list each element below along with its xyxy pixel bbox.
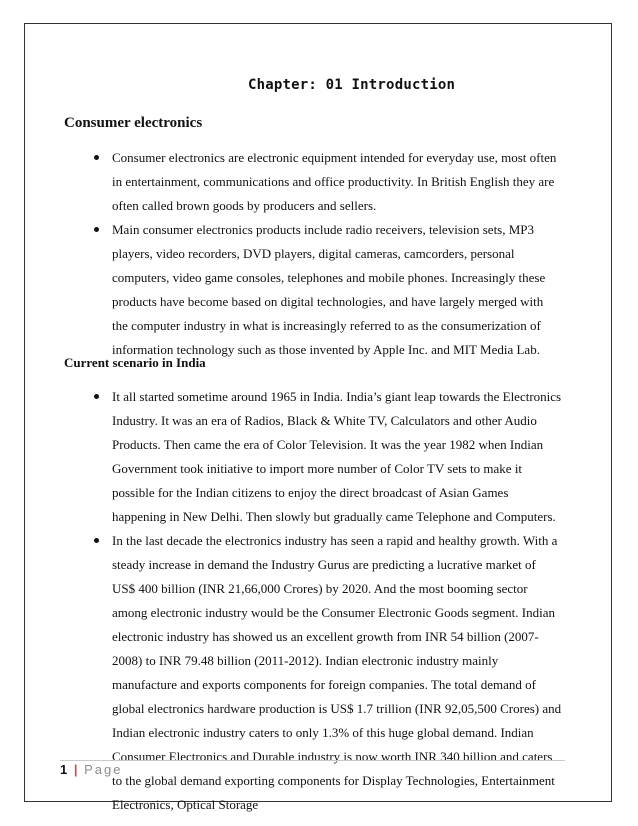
section-heading-current-scenario: Current scenario in India: [64, 355, 206, 370]
list-item: [0, 218, 562, 362]
footer-divider: [60, 760, 565, 761]
bullet-icon: [94, 394, 99, 399]
bullet-text: In the last decade the electronics industry has seen a rapid and healthy growth. With a steady increase in demand the Industry Gurus are predicting a lucrative market of US$ 400 billion (INR 21,66,000 Crores) by 2020. And the most booming sector among electronic industry would be the Consumer Electronic Goods segment. Indian electronic industry has showed us an excellent growth from INR 54 billion (2007-2008) to INR 79.48 billion (2011-2012). Indian electronic industry mainly manufacture and exports components for foreign companies. The total demand of global electronics hardware production is US$ 1.7 trillion (INR 92,05,500 Crores) and Indian electronic industry caters to only 1.3% of this huge global demand. Indian Consumer Electronics and Durable industry is now worth INR 340 billion and caters to the global demand exporting components for Display Technologies, Entertainment Electronics, Optical Storage: [112, 533, 562, 812]
consumer-electronics-list: [0, 146, 638, 362]
bullet-text: Consumer electronics are electronic equipment intended for everyday use, most often in entertainment, communications and office productivity. In British English they are often called brown goods by producers and sellers.: [112, 150, 557, 213]
bullet-icon: [94, 155, 99, 160]
list-item: [0, 146, 562, 218]
current-scenario-list: [0, 385, 638, 817]
section-heading-consumer-electronics: Consumer electronics: [64, 115, 203, 131]
page-label: Page: [84, 762, 123, 777]
footer-separator: |: [73, 762, 78, 777]
bullet-text: Main consumer electronics products include radio receivers, television sets, MP3 players, video recorders, DVD players, digital cameras, camcorders, personal computers, video game consoles, telephones and mobile phones. Increasingly these products have become based on digital technologies, and have largely merged with the computer industry in what is increasingly referred to as the consumerization of information technology such as those invented by Apple Inc. and MIT Media Lab.: [112, 222, 546, 357]
page-footer: [60, 762, 123, 777]
page-number: 1: [60, 762, 68, 777]
list-item: [0, 385, 562, 529]
bullet-text: It all started sometime around 1965 in India. India’s giant leap towards the Electronics Industry. It was an era of Radios, Black & White TV, Calculators and other Audio Products. Then came the era of Color Television. It was the year 1982 when Indian Government took initiative to import more number of Color TV sets to make it possible for the Indian citizens to enjoy the direct broadcast of Asian Games happening in New Delhi. Then slowly but gradually came Telephone and Computers.: [112, 389, 562, 524]
bullet-icon: [94, 227, 99, 232]
chapter-title: Chapter: 01 Introduction: [248, 77, 456, 93]
bullet-icon: [94, 538, 99, 543]
